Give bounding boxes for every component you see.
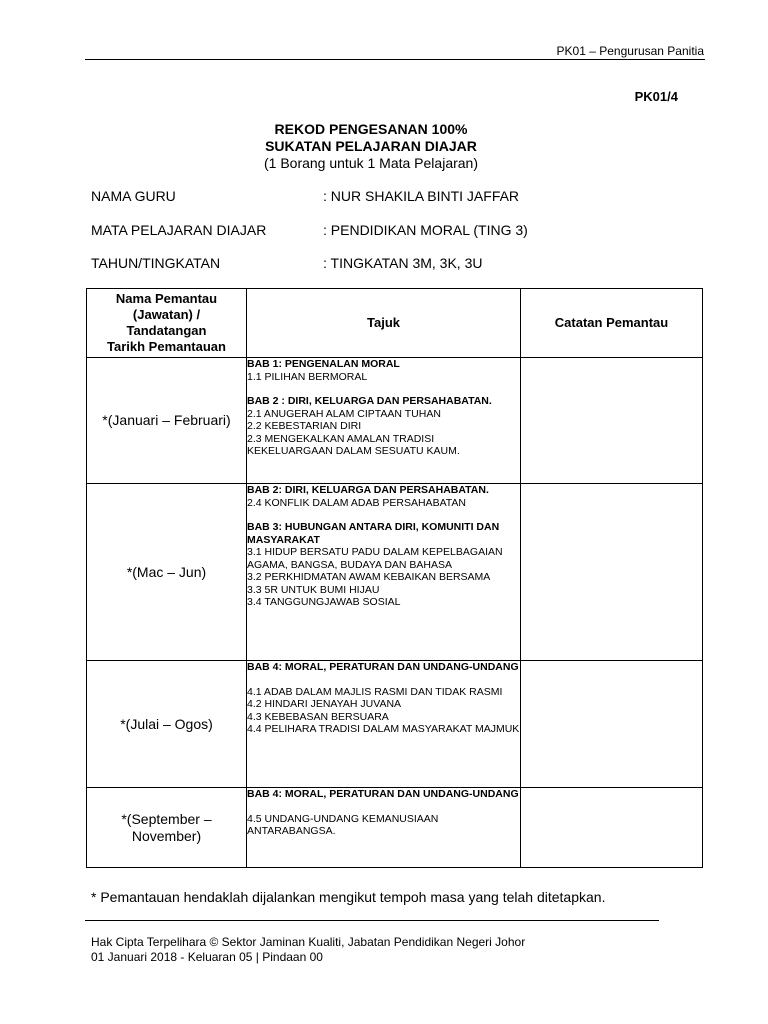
topic-cell — [247, 788, 521, 868]
notes-cell[interactable] — [521, 358, 703, 484]
info-value: : PENDIDIKAN MORAL (TING 3) — [323, 222, 528, 238]
info-label: NAMA GURU — [91, 188, 176, 204]
notes-cell[interactable] — [521, 661, 703, 788]
footer-copyright: Hak Cipta Terpelihara © Sektor Jaminan Kualiti, Jabatan Pendidikan Negeri Johor — [91, 935, 526, 949]
header-notes: Catatan Pemantau — [521, 289, 703, 358]
header-doc-ref: PK01 – Pengurusan Panitia — [556, 44, 704, 58]
spacer — [247, 383, 520, 395]
topic-item: 4.2 HINDARI JENAYAH JUVANA — [247, 698, 402, 710]
topic-item: 3.1 HIDUP BERSATU PADU DALAM KEPELBAGAIAN AGAMA, BANGSA, BUDAYA DAN BAHASA — [247, 546, 503, 571]
topic-item: 2.4 KONFLIK DALAM ADAB PERSAHABATAN — [247, 496, 467, 509]
table-row — [87, 358, 703, 484]
period-cell: *(Julai – Ogos) — [87, 661, 247, 788]
topic-item: 1.1 PILIHAN BERMORAL — [247, 370, 368, 383]
spacer — [247, 674, 520, 686]
info-row-form — [91, 255, 483, 271]
footnote: * Pemantauan hendaklah dijalankan mengikut tempoh masa yang telah ditetapkan. — [91, 889, 606, 905]
info-label: MATA PELAJARAN DIAJAR — [91, 222, 267, 238]
notes-cell[interactable] — [521, 788, 703, 868]
title-line-2: SUKATAN PELAJARAN DIAJAR — [265, 138, 477, 154]
chapter-title: BAB 4: MORAL, PERATURAN DAN UNDANG-UNDANG — [247, 788, 519, 800]
header-topic: Tajuk — [247, 289, 521, 358]
info-label: TAHUN/TINGKATAN — [91, 255, 221, 271]
footer-issue: 01 Januari 2018 - Keluaran 05 | Pindaan 00 — [91, 950, 323, 964]
topic-cell — [247, 661, 521, 788]
period-cell: *(Mac – Jun) — [87, 484, 247, 661]
header-monitor-line: Tarikh Pemantauan — [107, 339, 226, 354]
footer-divider — [85, 920, 659, 921]
notes-cell[interactable] — [521, 484, 703, 661]
header-divider — [85, 59, 705, 60]
header-monitor-line: Nama Pemantau — [115, 291, 218, 306]
table-row — [87, 484, 703, 661]
topic-cell — [247, 358, 521, 484]
info-value: : TINGKATAN 3M, 3K, 3U — [323, 255, 483, 271]
topic-item: 4.4 PELIHARA TRADISI DALAM MASYARAKAT MAJMUK — [247, 723, 520, 735]
period-cell: *(September – November) — [87, 788, 247, 868]
chapter-title: BAB 4: MORAL, PERATURAN DAN UNDANG-UNDANG — [247, 661, 519, 673]
document-title — [86, 121, 656, 172]
chapter-title: BAB 3: HUBUNGAN ANTARA DIRI, KOMUNITI DAN MASYARAKAT — [247, 521, 500, 546]
period-cell: *(Januari – Februari) — [87, 358, 247, 484]
title-line-1: REKOD PENGESANAN 100% — [274, 121, 468, 137]
topic-item: 4.3 KEBEBASAN BERSUARA — [247, 710, 389, 723]
info-value: : NUR SHAKILA BINTI JAFFAR — [323, 188, 520, 204]
table-header-row — [87, 289, 703, 358]
spacer — [247, 509, 520, 521]
spacer — [247, 801, 520, 813]
topic-item: 4.1 ADAB DALAM MAJLIS RASMI DAN TIDAK RASMI — [247, 685, 503, 698]
monitoring-table — [86, 288, 703, 868]
table-row — [87, 788, 703, 868]
chapter-title: BAB 2 : DIRI, KELUARGA DAN PERSAHABATAN. — [247, 395, 492, 407]
form-code: PK01/4 — [634, 89, 678, 104]
topic-cell — [247, 484, 521, 661]
topic-item: 2.2 KEBESTARIAN DIRI — [247, 420, 362, 432]
header-monitor-line: Tandatangan — [126, 323, 207, 338]
table-row — [87, 661, 703, 788]
title-line-3: (1 Borang untuk 1 Mata Pelajaran) — [263, 155, 478, 171]
topic-item: 2.3 MENGEKALKAN AMALAN TRADISI KEKELUARGAAN DALAM SESUATU KAUM. — [247, 432, 460, 457]
header-monitor-line: (Jawatan) / — [132, 307, 201, 322]
topic-item: 3.3 5R UNTUK BUMI HIJAU — [247, 583, 380, 596]
chapter-title: BAB 2: DIRI, KELUARGA DAN PERSAHABATAN. — [247, 484, 489, 496]
info-row-subject — [91, 222, 528, 238]
chapter-title: BAB 1: PENGENALAN MORAL — [247, 358, 400, 370]
topic-item: 4.5 UNDANG-UNDANG KEMANUSIAAN ANTARABANGSA. — [247, 812, 439, 837]
info-row-teacher — [91, 188, 520, 204]
topic-item: 2.1 ANUGERAH ALAM CIPTAAN TUHAN — [247, 407, 441, 420]
header-monitor — [87, 289, 247, 358]
topic-item: 3.2 PERKHIDMATAN AWAM KEBAIKAN BERSAMA — [247, 571, 491, 583]
topic-item: 3.4 TANGGUNGJAWAB SOSIAL — [247, 596, 401, 608]
